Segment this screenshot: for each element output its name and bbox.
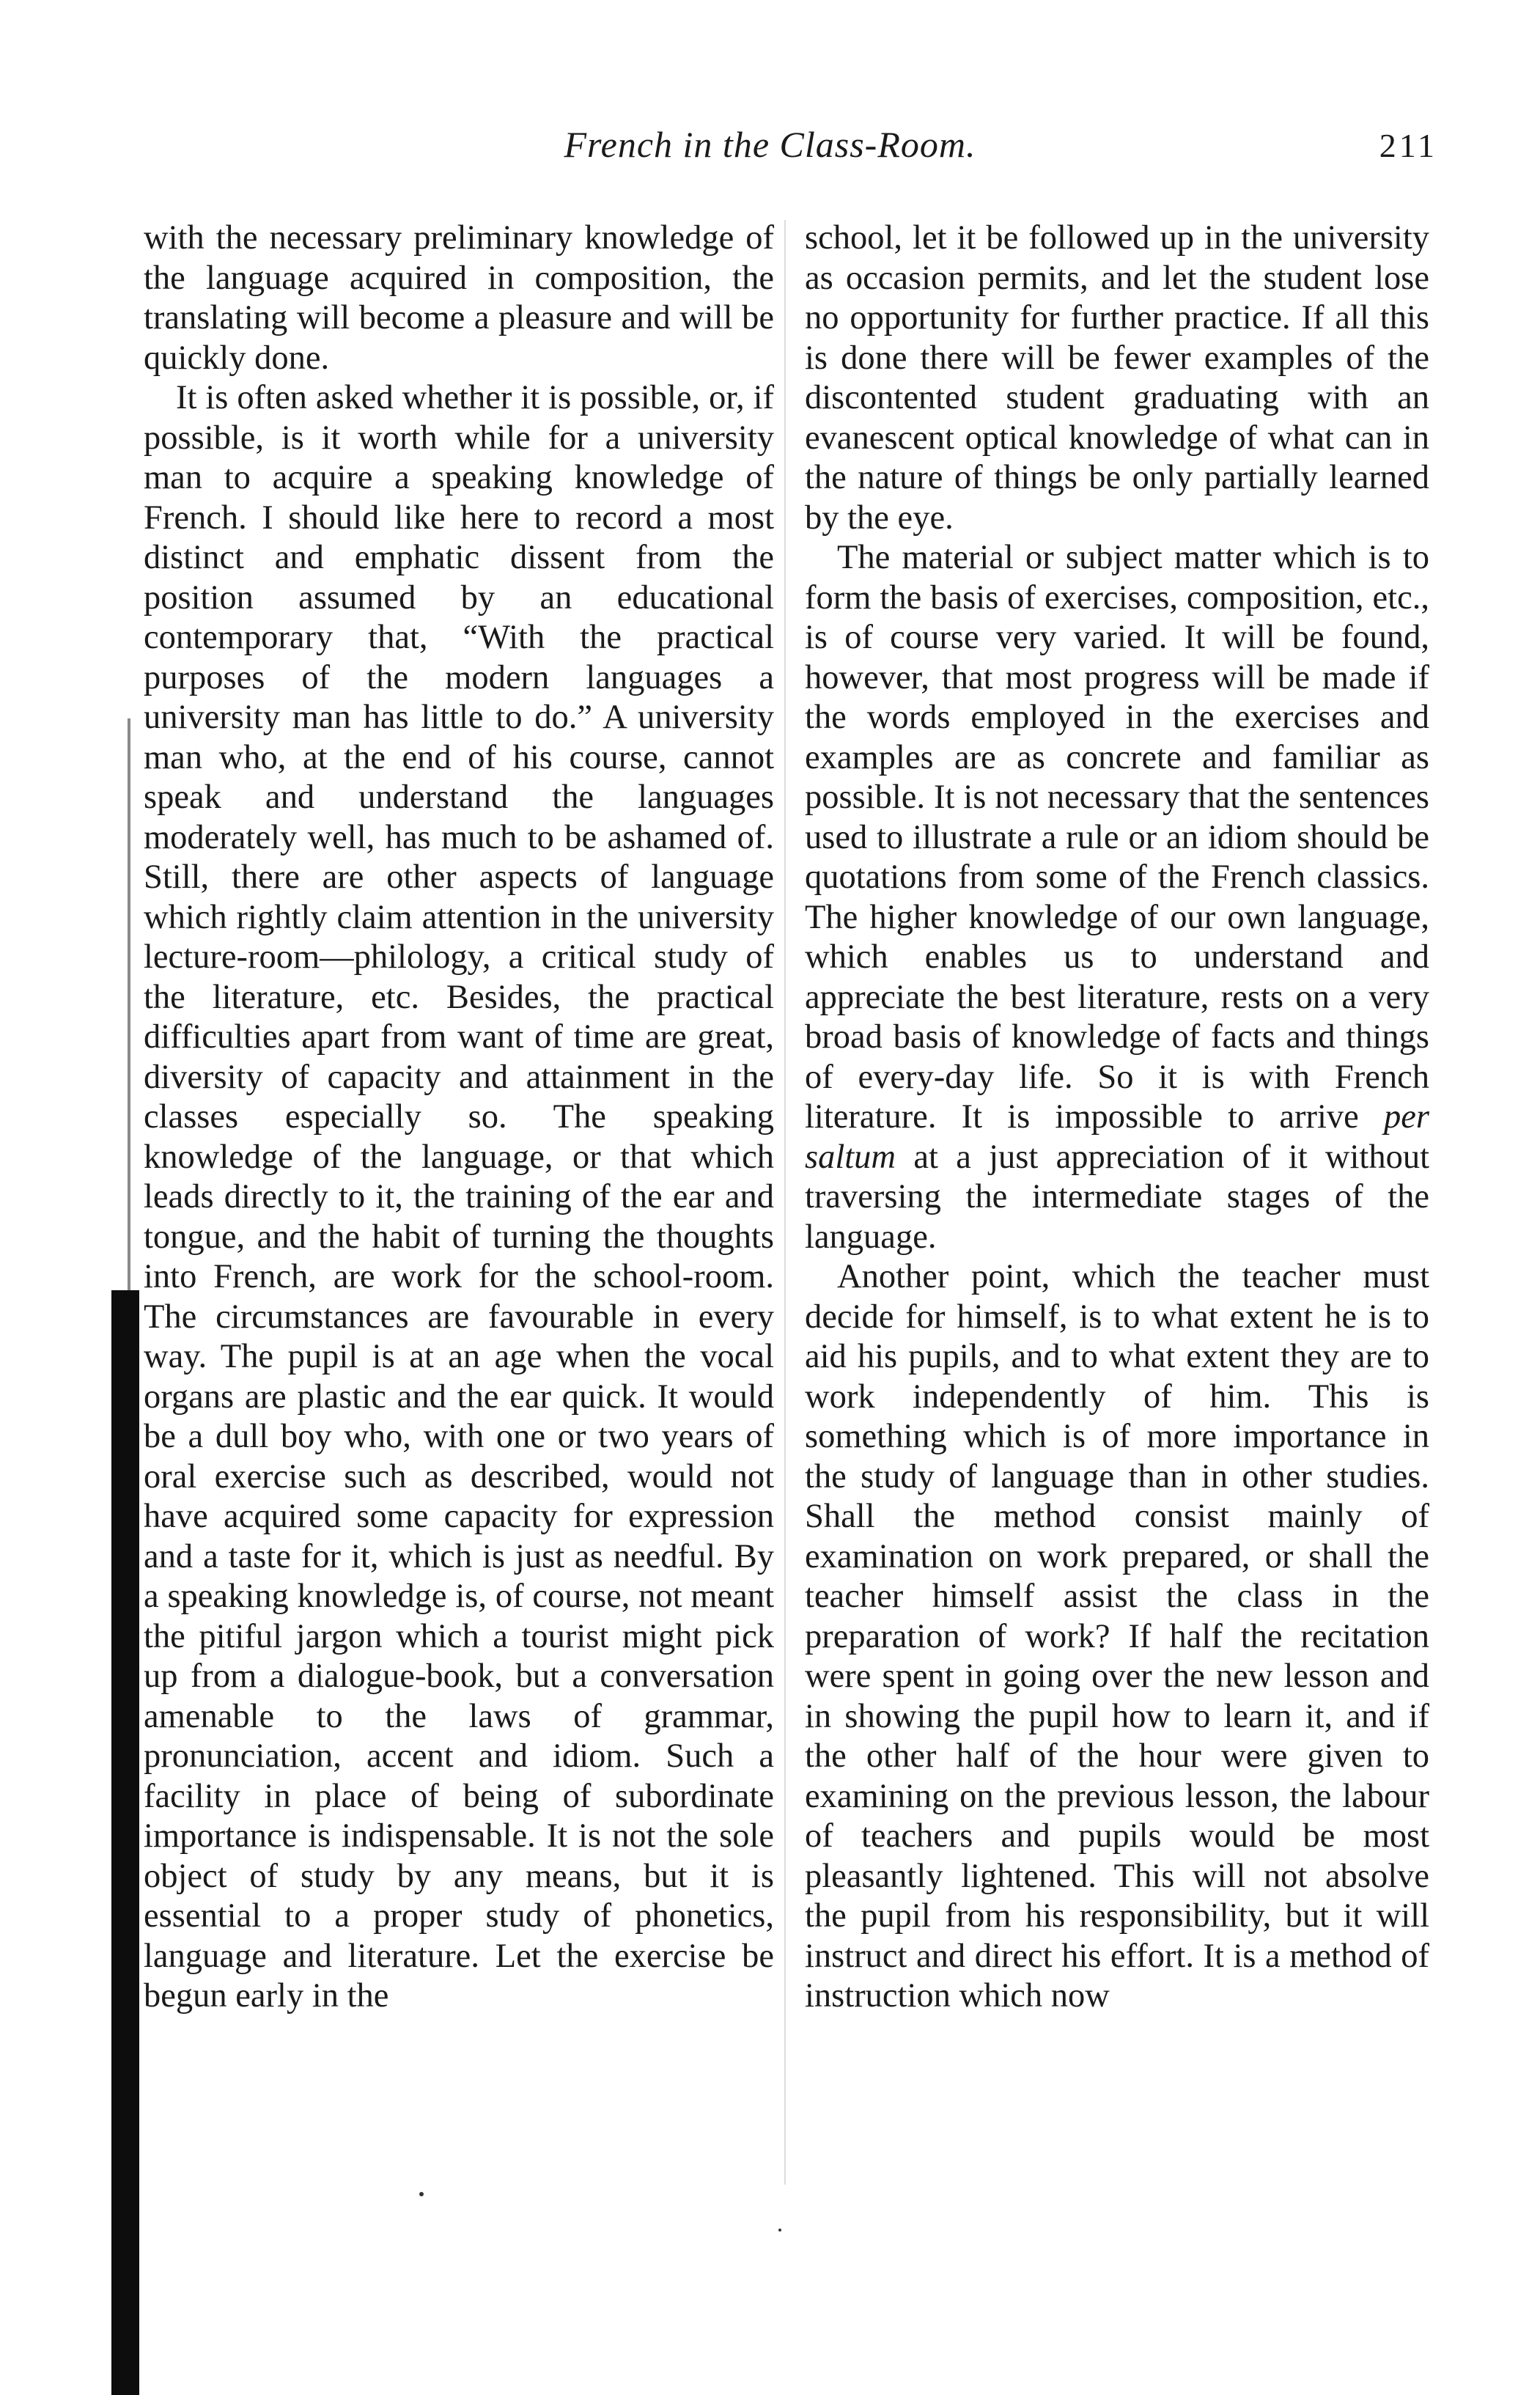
right-paragraph-3: Another point, which the teacher must decide for himself, is to what extent he is to aid his pupils, and to what extent they are to work independently of him. This is something which is of more importance in the study of language than in other studies. Shall the method consist mainly of examination on work prepared, or shall the teacher himself assist the class in the preparation of work? If half the recitation were spent in going over the new lesson and in showing the pupil how to learn it, and if the other half of the hour were given to examining on the previous lesson, the labour of teachers and pupils would be most pleasantly lightened. This will not absolve the pupil from his responsibility, but it will instruct and direct his effort. It is a method of instruction which now bbox=[805, 1258, 1429, 2015]
left-paragraph-1: with the necessary preliminary knowledge of the language acquired in composition, the translating will become a pleasure and will be quickly done. bbox=[144, 219, 774, 377]
right-paragraph-1: school, let it be followed up in the university as occasion permits, and let the student lose no opportunity for further practice. If all this is done there will be fewer examples of the discontented student graduating with an evanescent optical knowledge of what can in the nature of things be only partially learned by the eye. bbox=[805, 219, 1429, 537]
left-column bbox=[144, 218, 774, 2017]
binding-edge bbox=[111, 1290, 139, 2395]
left-paragraph-2: It is often asked whether it is possible, or, if possible, is it worth while for a university man to acquire a speaking knowledge of French. I should like here to record a most distinct and emphatic dissent from the position assumed by an educational contemporary that, “With the practical purposes of the modern languages a university man has little to do.” A university man who, at the end of his course, cannot speak and understand the languages moderately well, has much to be ashamed of. Still, there are other aspects of language which rightly claim attention in the university lecture-room—philology, a critical study of the literature, etc. Besides, the practical difficulties apart from want of time are great, diversity of capacity and attainment in the classes especially so. The speaking knowledge of the language, or that which leads directly to it, the training of the ear and tongue, and the habit of turning the thoughts into French, are work for the school-room. The circumstances are favourable in every way. The pupil is at an age when the vocal organs are plastic and the ear quick. It would be a dull boy who, with one or two years of oral exercise such as described, would not have acquired some capacity for expression and a taste for it, which is just as needful. By a speaking knowledge is, of course, not meant the pitiful jargon which a tourist might pick up from a dialogue-book, but a conversation amenable to the laws of grammar, pronunciation, accent and idiom. Such a facility in place of being of subordinate importance is indispensable. It is not the sole object of study by any means, but it is essential to a proper study of phonetics, language and literature. Let the exercise be begun early in the bbox=[144, 379, 774, 2015]
right-paragraph-2-text-b: at a just appreciation of it without traversing the intermediate stages of the language. bbox=[805, 1138, 1430, 1256]
running-title: French in the Class-Room. bbox=[564, 124, 976, 165]
page-number: 211 bbox=[1379, 127, 1437, 164]
right-paragraph-2 bbox=[805, 538, 1429, 1257]
right-paragraph-2-text-a: The material or subject matter which is to form the basis of exercises, composition, etc., is of course very varied. It will be found, however, that most progress will be made if the words employed in the exercises and examples are as concrete and familiar as possible. It is not necessary that the sentences used to illustrate a rule or an idiom should be quotations from some of the French classics. The higher knowledge of our own language, which enables us to understand and appreciate the best literature, rests on a very broad basis of knowledge of facts and things of every-day life. So it is with French literature. It is impossible to arrive bbox=[805, 539, 1429, 1136]
speck-mark bbox=[419, 2192, 424, 2196]
speck-mark bbox=[778, 2229, 781, 2232]
italic-phrase: per saltum bbox=[805, 1098, 1430, 1176]
running-head bbox=[0, 123, 1540, 182]
right-column bbox=[805, 218, 1429, 2017]
binding-shadow bbox=[128, 718, 130, 1290]
column-divider bbox=[784, 220, 786, 2185]
